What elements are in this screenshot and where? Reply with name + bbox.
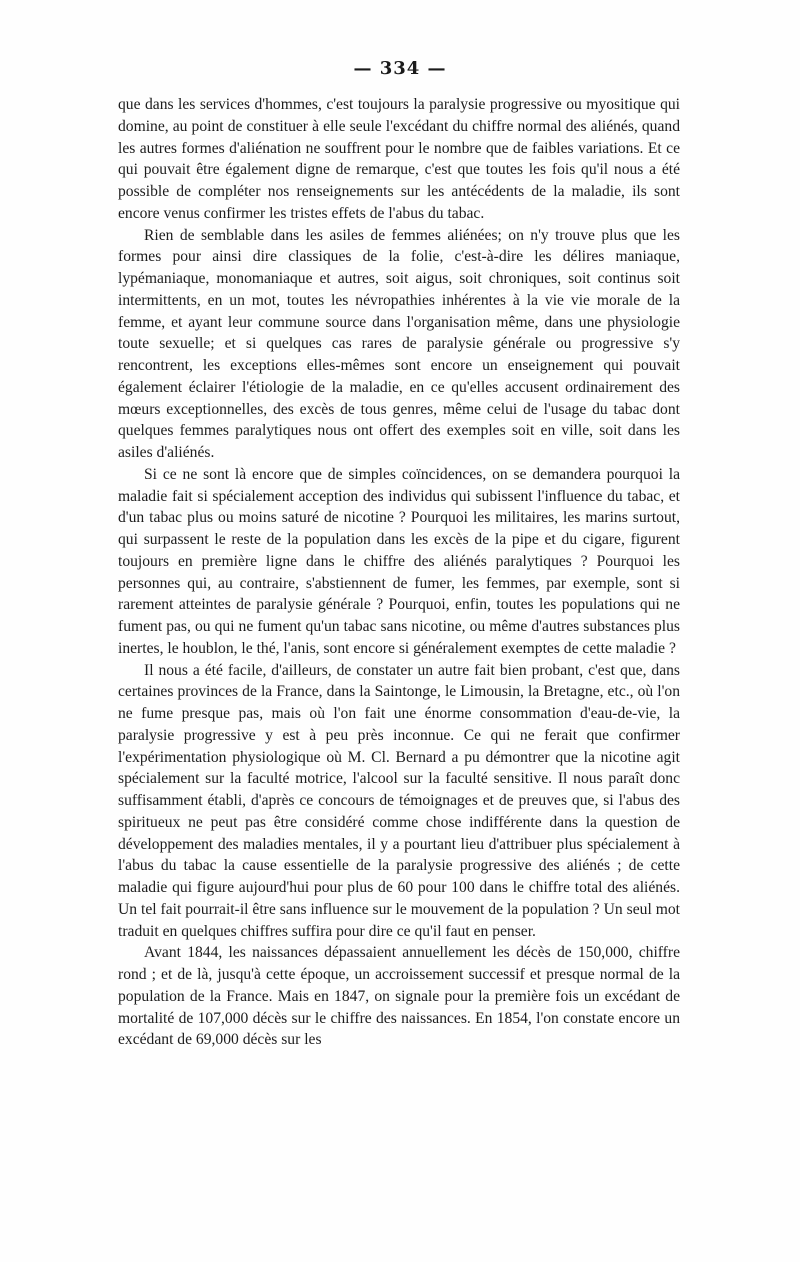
page-number: — 334 —: [353, 58, 447, 79]
paragraph: Il nous a été facile, d'ailleurs, de constater un autre fait bien probant, c'est que, dans certaines provinces de la France, dans la Saintonge, le Limousin, la Bretagne, etc., où l'on ne fume presque pas, mais où l'on fait une énorme consommation d'eau-de-vie, la paralysie progressive y est à peu près inconnue. Ce qui ne ferait que confirmer l'expérimentation physiologique où M. Cl. Bernard a pu démontrer que la nicotine agit spécialement sur la faculté motrice, l'alcool sur la faculté sensitive. Il nous paraît donc suffisamment établi, d'après ce concours de témoignages et de preuves que, si l'abus des spiritueux ne peut pas être considéré comme chose indifférente dans la question de développement des maladies mentales, il y a pourtant lieu d'attribuer plus spécialement à l'abus du tabac la cause essentielle de la paralysie progressive des aliénés ; de cette maladie qui figure aujourd'hui pour plus de 60 pour 100 dans le chiffre total des aliénés. Un tel fait pourrait-il être sans influence sur le mouvement de la population ? Un seul mot traduit en quelques chiffres suffira pour dire ce qu'il faut en penser.: [118, 661, 680, 940]
paragraph: Avant 1844, les naissances dépassaient annuellement les décès de 150,000, chiffre rond ; et de là, jusqu'à cette époque, un accroissement successif et presque normal de la population de la France. Mais en 1847, on signale pour la première fois un excédant de mortalité de 107,000 décès sur le chiffre des naissances. En 1854, l'on constate encore un excédant de 69,000 décès sur les: [118, 944, 680, 1049]
body-text: [118, 94, 680, 1051]
paragraph: que dans les services d'hommes, c'est toujours la paralysie progressive ou myositique qui domine, au point de constituer à elle seule l'excédant du chiffre normal des aliénés, quand les autres formes d'aliénation ne souffrent pour le nombre que de faibles variations. Et ce qui pouvait être également digne de remarque, c'est que toutes les fois qu'il nous a été possible de compléter nos renseignements sur les antécédents de la maladie, ils sont encore venus confirmer les tristes effets de l'abus du tabac.: [118, 96, 680, 222]
paragraph: Rien de semblable dans les asiles de femmes aliénées; on n'y trouve plus que les formes pour ainsi dire classiques de la folie, c'est-à-dire les délires maniaque, lypémaniaque, monomaniaque et autres, soit aigus, soit chroniques, soit continus soit intermittents, en un mot, toutes les névropathies inhérentes à la vie vie morale de la femme, et ayant leur commune source dans l'organisation même, dans une physiologie toute sexuelle; et si quelques cas rares de paralysie générale ou progressive s'y rencontrent, les exceptions elles-mêmes sont encore un enseignement qui pouvait également éclairer l'étiologie de la maladie, en ce qu'elles accusent ordinairement des mœurs exceptionnelles, des excès de tous genres, même celui de l'usage du tabac dont quelques femmes paralytiques nous ont offert des exemples soit en ville, soit dans les asiles d'aliénés.: [118, 226, 680, 461]
paragraph: Si ce ne sont là encore que de simples coïncidences, on se demandera pourquoi la maladie fait si spécialement acception des individus qui subissent l'influence du tabac, et d'un tabac plus ou moins saturé de nicotine ? Pourquoi les militaires, les marins surtout, qui surpassent le reste de la population dans les excès de la pipe et du cigare, figurent toujours en première ligne dans le chiffre des aliénés paralytiques ? Pourquoi les personnes qui, au contraire, s'abstiennent de fumer, les femmes, par exemple, sont si rarement atteintes de paralysie générale ? Pourquoi, enfin, toutes les populations qui ne fument pas, ou qui ne fument qu'un tabac sans nicotine, ou même d'autres substances plus inertes, le houblon, le thé, l'anis, sont encore si généralement exemptes de cette maladie ?: [118, 465, 680, 657]
